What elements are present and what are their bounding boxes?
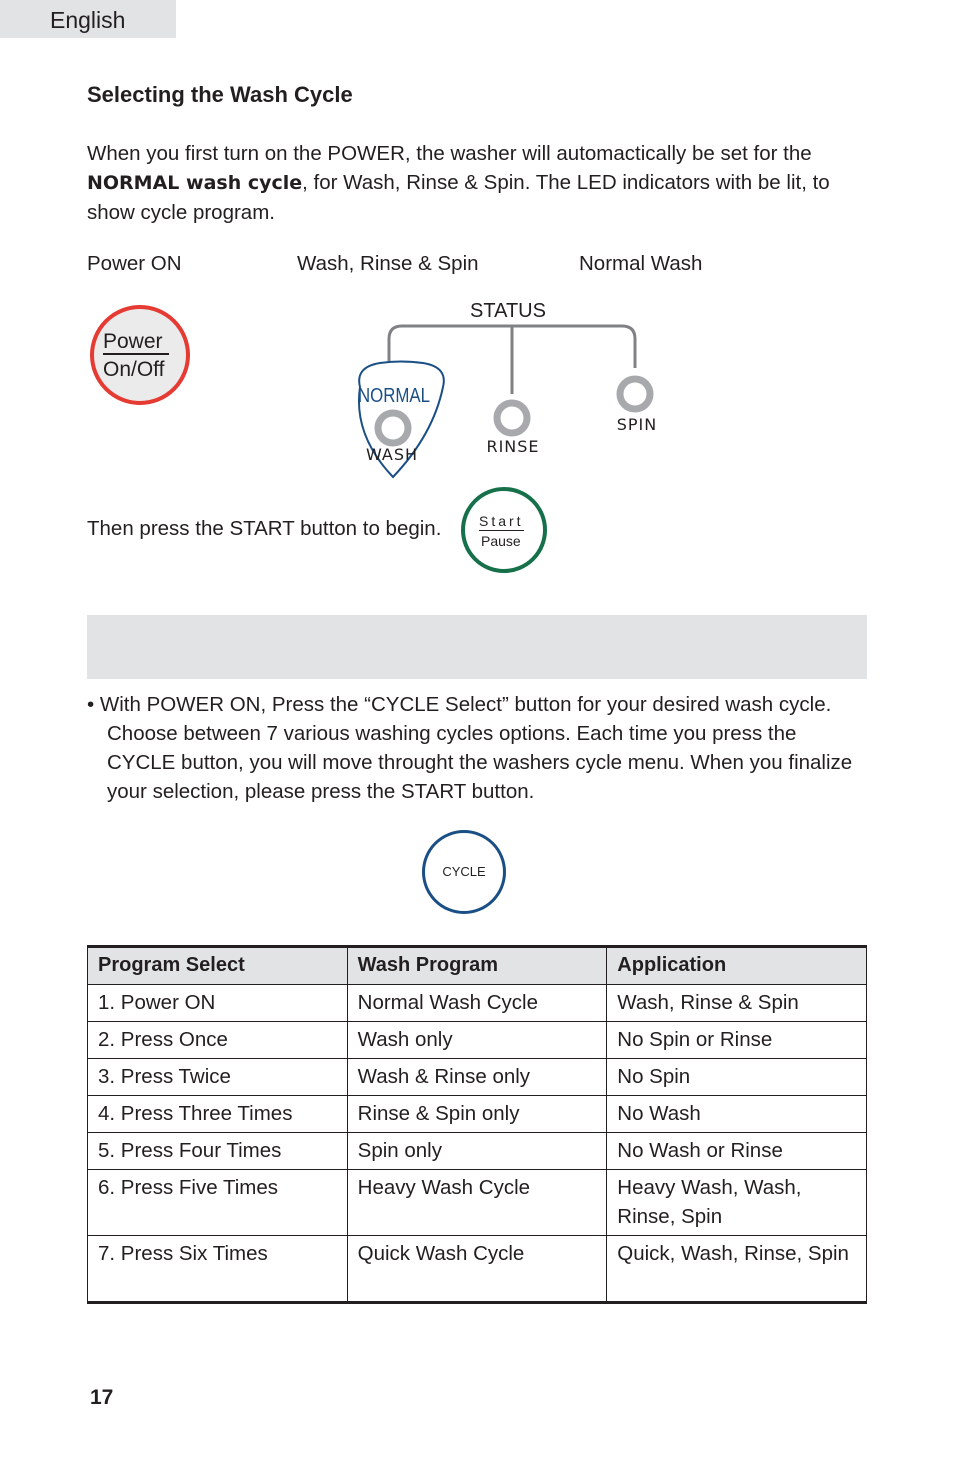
pause-button-label: Pause [481, 533, 521, 549]
spin-led-icon [620, 379, 650, 409]
intro-text-1: When you first turn on the POWER, the washer will automactically be set for the [87, 142, 812, 165]
program-select-cell: 3. Press Twice [88, 1059, 348, 1096]
power-button-sublabel: On/Off [103, 358, 165, 381]
spin-label: SPIN [616, 415, 658, 434]
program-select-cell: 4. Press Three Times [88, 1096, 348, 1133]
table-row [88, 1096, 867, 1133]
table-row [88, 1059, 867, 1096]
application-cell: Heavy Wash, Wash, Rinse, Spin [607, 1170, 867, 1236]
start-instruction: Then press the START button to begin. [87, 517, 442, 540]
rinse-led-icon [497, 403, 527, 433]
power-button-label: Power [103, 331, 169, 355]
program-table [87, 945, 867, 1304]
wash-program-cell: Spin only [347, 1133, 607, 1170]
wash-program-cell: Wash & Rinse only [347, 1059, 607, 1096]
status-label: STATUS [470, 300, 546, 322]
table-row [88, 1022, 867, 1059]
wash-led-icon [378, 413, 408, 443]
program-select-cell: 2. Press Once [88, 1022, 348, 1059]
intro-bold: NORMAL wash cycle [87, 172, 303, 194]
wash-program-cell: Normal Wash Cycle [347, 985, 607, 1022]
section-divider-band [87, 615, 867, 679]
application-cell: Quick, Wash, Rinse, Spin [607, 1236, 867, 1303]
intro-text-2: , for Wash, Rinse & Spin. The LED indicators with be lit, to show cycle program. [87, 171, 830, 224]
header-program-select: Program Select [88, 947, 348, 985]
step-power-on: Power ON [87, 252, 182, 275]
application-cell: No Spin [607, 1059, 867, 1096]
application-cell: No Wash [607, 1096, 867, 1133]
wash-program-cell: Quick Wash Cycle [347, 1236, 607, 1303]
header-application: Application [607, 947, 867, 985]
wash-program-cell: Wash only [347, 1022, 607, 1059]
header-wash-program: Wash Program [347, 947, 607, 985]
program-select-cell: 6. Press Five Times [88, 1170, 348, 1236]
page-number: 17 [90, 1386, 114, 1409]
status-panel [330, 290, 670, 485]
language-tab: English [0, 0, 176, 38]
intro-paragraph [87, 139, 877, 227]
table-row [88, 985, 867, 1022]
wash-program-cell: Heavy Wash Cycle [347, 1170, 607, 1236]
step-wash-rinse-spin: Wash, Rinse & Spin [297, 252, 479, 275]
cycle-button[interactable] [422, 830, 506, 914]
rinse-label: RINSE [486, 437, 540, 456]
cycle-instructions: • With POWER ON, Press the “CYCLE Select” button for your desired wash cycle. Choose between 7 various washing cycles options. Each time you press the CYCLE button, you will move throught the washers cycle menu. When you finalize your selection, please press the START button. [87, 693, 853, 803]
step-normal-wash: Normal Wash [579, 252, 703, 275]
power-button[interactable] [90, 305, 190, 405]
application-cell: Wash, Rinse & Spin [607, 985, 867, 1022]
wash-program-cell: Rinse & Spin only [347, 1096, 607, 1133]
table-row [88, 1236, 867, 1303]
application-cell: No Spin or Rinse [607, 1022, 867, 1059]
start-pause-button[interactable] [461, 487, 547, 573]
application-cell: No Wash or Rinse [607, 1133, 867, 1170]
table-header-row [88, 947, 867, 985]
program-select-cell: 1. Power ON [88, 985, 348, 1022]
normal-label: NORMAL [358, 385, 430, 407]
start-button-label: Start [479, 513, 524, 529]
section-title: Selecting the Wash Cycle [87, 82, 353, 107]
table-row [88, 1170, 867, 1236]
cycle-button-label: CYCLE [442, 864, 486, 879]
program-select-cell: 5. Press Four Times [88, 1133, 348, 1170]
table-row [88, 1133, 867, 1170]
wash-label: WASH [365, 445, 419, 464]
program-select-cell: 7. Press Six Times [88, 1236, 348, 1303]
